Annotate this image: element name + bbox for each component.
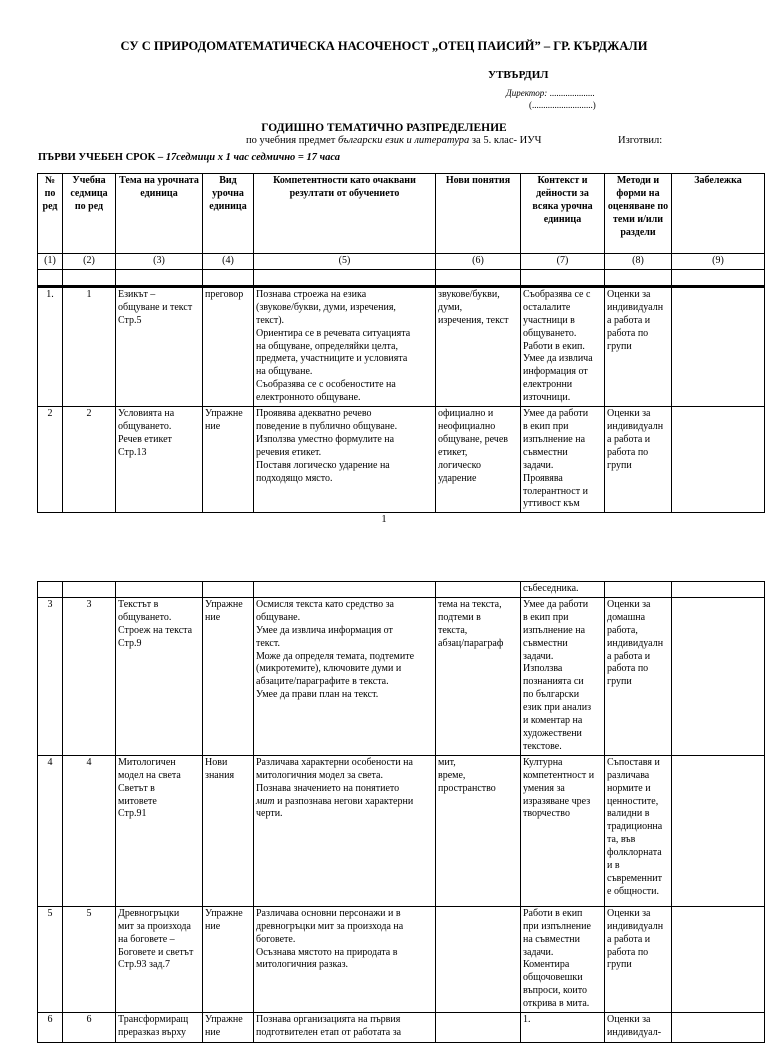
column-number: (4) [203,254,254,270]
lesson-topic: Трансформиращ преразказ върху [116,1013,203,1043]
header-cell: Вид урочна единица [203,174,254,254]
context-activities: Съобразява се с осталалите участници в общуването. Работи в екип. Умее да извлича информация от електронни източници. [521,286,605,406]
document-title: ГОДИШНО ТЕМАТИЧНО РАЗПРЕДЕЛЕНИЕ [261,122,507,134]
row-number: 4 [38,755,63,906]
lesson-topic: Текстът в общуването. Строеж на текста Стр.9 [116,597,203,755]
lesson-type: Нови знания [203,755,254,906]
school-name: СУ С ПРИРОДОМАТЕМАТИЧЕСКА НАСОЧЕНОСТ „ОТЕЦ ПАИСИЙ” – ГР. КЪРДЖАЛИ [120,39,648,53]
week-number: 1 [63,286,116,406]
header-cell: Компетентности като очаквани резултати от обучението [254,174,436,254]
schedule-table-page-2 [37,581,765,1043]
competences: Познава организацията на първия подготвителен етап от работата за [254,1013,436,1043]
new-concepts [436,1013,521,1043]
competences: Осмисля текста като средство за общуване. Умее да извлича информация от текст. Може да определя темата, подтемите (микротемите), ключовите думи и абзаците/параграфите в текста. Умее да прави план на текст. [254,597,436,755]
column-number: (3) [116,254,203,270]
lesson-type: преговор [203,286,254,406]
note [672,1013,765,1043]
column-number: (5) [254,254,436,270]
subject-prefix: по учебния предмет [246,135,338,146]
context-activities: Умее да работи в екип при изпълнение на съвместни задачи. Проявява толерантност и уттивост към [521,407,605,513]
subject-suffix: за 5. клас- ИУЧ [469,135,542,146]
director-name-placeholder: (...........................) [529,100,596,110]
lesson-type: Упражне ние [203,597,254,755]
assessment-methods: Оценки за домашна работа, индивидуалн а работа и работа по групи [605,597,672,755]
column-number: (8) [605,254,672,270]
week-number: 2 [63,407,116,513]
director-signature-dots: .................... [547,88,595,98]
prepared-by-label: Изготвил: [618,135,663,146]
approved-label: УТВЪРДИЛ [488,69,549,81]
row-number: 6 [38,1013,63,1043]
note [672,286,765,406]
column-number: (2) [63,254,116,270]
subject-name: български език и литература [337,135,470,146]
week-number: 5 [63,906,116,1012]
header-cell: № по ред [38,174,63,254]
competences [254,755,436,906]
row-number: 3 [38,597,63,755]
note [672,906,765,1012]
competences: Познава строежа на езика (звукове/букви, думи, изречения, текст). Ориентира се в речевата ситуацията на общуване, определяйки целта, предмета, участниците и условията на общуване. Съобразява се с особеностите на електронното общуване. [254,286,436,406]
schedule-table-page-1 [37,173,765,513]
row-number: 2 [38,407,63,513]
column-number-row [38,254,765,270]
new-concepts: официално и неофициално общуване, речев етикет, логическо ударение [436,407,521,513]
header-row [38,174,765,254]
context-activities: Умее да работи в екип при изпълнение на съвместни задачи. Използва познанията си по български език при анализ и коментар на художествени текстове. [521,597,605,755]
new-concepts: тема на текста, подтеми в текста, абзац/параграф [436,597,521,755]
new-concepts [436,906,521,1012]
continuation-row [38,582,765,598]
lesson-topic: Древногръцки мит за произхода на боговете – Боговете и светът Стр.93 зад.7 [116,906,203,1012]
header-cell: Нови понятия [436,174,521,254]
assessment-methods: Оценки за индивидуалн а работа и работа по групи [605,286,672,406]
context-activities: 1. [521,1013,605,1043]
term-label: ПЪРВИ УЧЕБЕН СРОК – [38,152,166,163]
competences: Различава основни персонажи и в древногръцки мит за произхода на боговете. Осъзнава мястото на природата в митологичния разказ. [254,906,436,1012]
director-line [506,88,595,98]
term-value: 17седмици х 1 час седмично = 17 часа [165,152,341,163]
competences-part-b: и разпознава негови характерни черти. [256,795,414,820]
context-activities: Работи в екип при изпълнение на съвместни задачи. Коментира общочовешки въпроси, които открива в мита. [521,906,605,1012]
table-row [38,755,765,906]
new-concepts: звукове/букви, думи, изречения, текст [436,286,521,406]
note [672,407,765,513]
week-number: 6 [63,1013,116,1043]
header-cell: Учебна седмица по ред [63,174,116,254]
context-continuation: събеседника. [521,582,605,598]
assessment-methods: Оценки за индивидуал- [605,1013,672,1043]
lesson-topic: Условията на общуването. Речев етикет Стр.13 [116,407,203,513]
row-number: 1. [38,286,63,406]
column-number: (9) [672,254,765,270]
note [672,755,765,906]
subject-line [246,135,541,146]
assessment-methods: Съпоставя и различава нормите и ценностите, валидни в традиционна та, във фолклорната и в съвременнит е общности. [605,755,672,906]
table-row [38,597,765,755]
table-row [38,286,765,406]
table-row [38,407,765,513]
new-concepts: мит, време, пространство [436,755,521,906]
lesson-type: Упражне ние [203,906,254,1012]
column-number: (7) [521,254,605,270]
note [672,597,765,755]
competences-term: мит [256,795,275,807]
lesson-topic: Езикът – общуване и текст Стр.5 [116,286,203,406]
row-number: 5 [38,906,63,1012]
header-cell: Методи и форми на оценяване по теми и/или раздели [605,174,672,254]
table-row [38,1013,765,1043]
lesson-type: Упражне ние [203,407,254,513]
competences-part-a: Различава характерни особености на митологичния модел за света. Познава значението на понятието [256,756,413,794]
lesson-topic: Митологичен модел на света Светът в митовете Стр.91 [116,755,203,906]
competences: Проявява адекватно речево поведение в публично общуване. Използва уместно формулите на речевия етикет. Поставя логическо ударение на подходящо място. [254,407,436,513]
column-number: (1) [38,254,63,270]
spacer-row [38,269,765,286]
week-number: 4 [63,755,116,906]
director-label: Директор: [506,88,548,98]
assessment-methods: Оценки за индивидуалн а работа и работа по групи [605,906,672,1012]
context-activities: Културна компетентност и умения за изразяване чрез творчество [521,755,605,906]
assessment-methods: Оценки за индивидуалн а работа и работа по групи [605,407,672,513]
header-cell: Контекст и дейности за всяка урочна единица [521,174,605,254]
term-heading [38,152,340,163]
header-cell: Забележка [672,174,765,254]
table-row [38,906,765,1012]
column-number: (6) [436,254,521,270]
lesson-type: Упражне ние [203,1013,254,1043]
week-number: 3 [63,597,116,755]
page-number: 1 [381,514,387,525]
header-cell: Тема на урочната единица [116,174,203,254]
